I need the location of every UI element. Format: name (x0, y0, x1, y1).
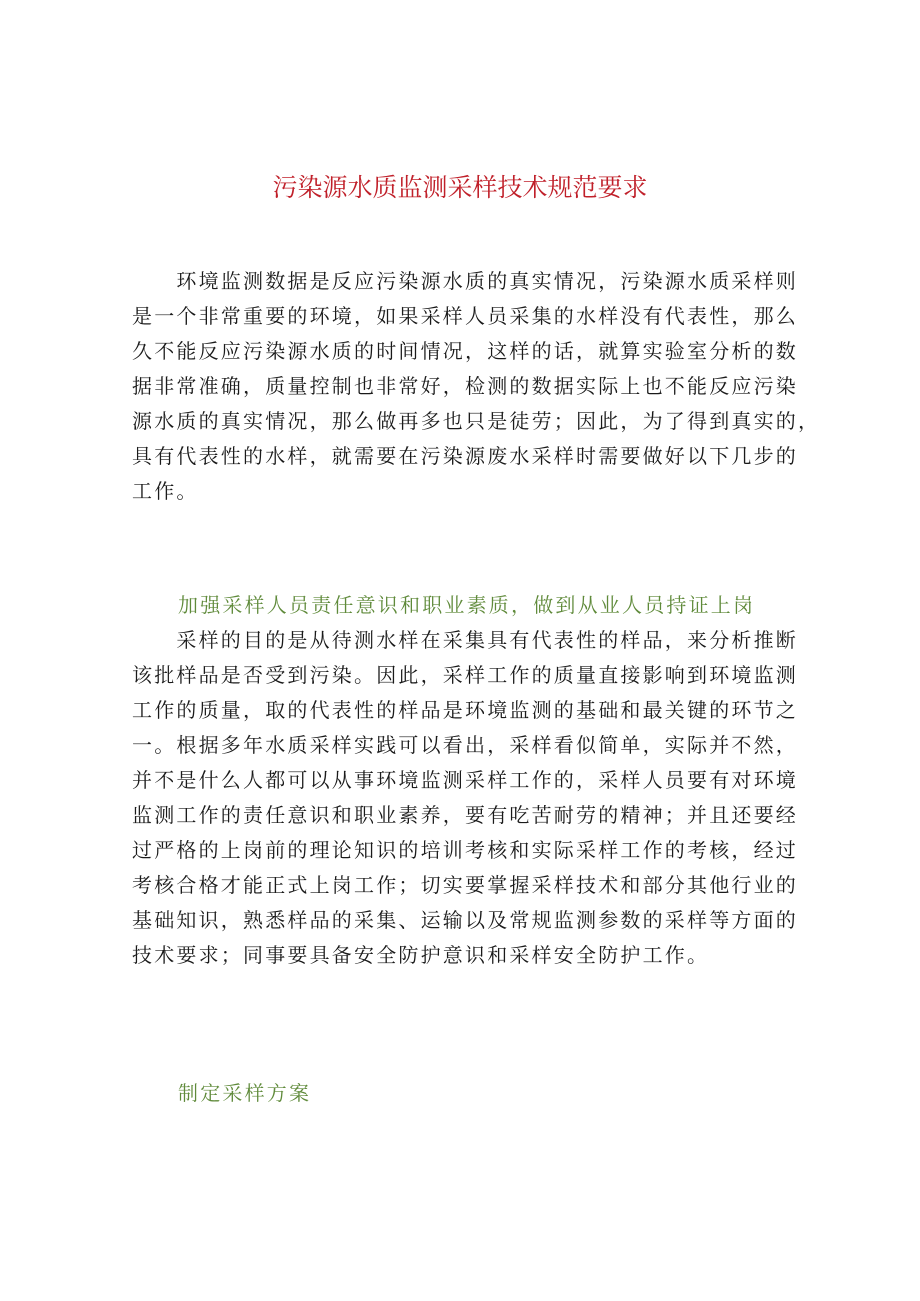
section1-heading: 加强采样人员责任意识和职业素质，做到从业人员持证上岗 (178, 593, 756, 617)
section1-line: 监测工作的责任意识和职业素养，要有吃苦耐劳的精神；并且还要经 (132, 803, 798, 827)
section1-paragraph (132, 623, 798, 973)
section1-line: 基础知识，熟悉样品的采集、运输以及常规监测参数的采样等方面的 (132, 908, 798, 932)
intro-paragraph (132, 264, 821, 509)
intro-line: 久不能反应污染源水质的时间情况，这样的话，就算实验室分析的数 (132, 339, 798, 363)
section1-line: 一。根据多年水质采样实践可以看出，采样看似简单，实际并不然， (132, 733, 798, 757)
section1-line: 考核合格才能正式上岗工作；切实要掌握采样技术和部分其他行业的 (132, 873, 798, 897)
intro-line: 是一个非常重要的环境，如果采样人员采集的水样没有代表性，那么 (132, 304, 798, 328)
section2-heading: 制定采样方案 (178, 1081, 312, 1105)
intro-line: 具有代表性的水样，就需要在污染源废水采样时需要做好以下几步的 (132, 444, 798, 468)
intro-line: 环境监测数据是反应污染源水质的真实情况，污染源水质采样则 (132, 269, 798, 293)
section1-line: 技术要求；同事要具备安全防护意识和采样安全防护工作。 (132, 943, 710, 967)
section1-line: 工作的质量，取的代表性的样品是环境监测的基础和最关键的环节之 (132, 698, 798, 722)
document-title: 污染源水质监测采样技术规范要求 (272, 173, 648, 202)
section1-line: 并不是什么人都可以从事环境监测采样工作的，采样人员要有对环境 (132, 768, 798, 792)
intro-line: 工作。 (132, 479, 199, 503)
intro-line: 源水质的真实情况，那么做再多也只是徒劳；因此，为了得到真实的， (132, 409, 821, 433)
section1-line: 采样的目的是从待测水样在采集具有代表性的样品，来分析推断 (132, 628, 798, 652)
intro-line: 据非常准确，质量控制也非常好，检测的数据实际上也不能反应污染 (132, 374, 798, 398)
section1-line: 该批样品是否受到污染。因此，采样工作的质量直接影响到环境监测 (132, 663, 798, 687)
section1-line: 过严格的上岗前的理论知识的培训考核和实际采样工作的考核，经过 (132, 838, 798, 862)
